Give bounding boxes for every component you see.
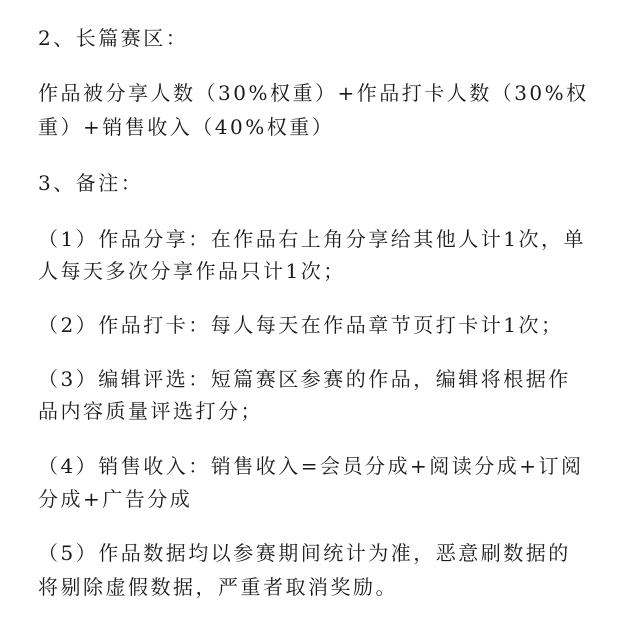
note-2-line-1: （2）作品打卡：每人每天在作品章节页打卡计1次； xyxy=(38,313,564,337)
note-1-line-1: （1）作品分享：在作品右上角分享给其他人计1次，单 xyxy=(38,227,586,251)
scoring-formula-line-2: 重）+销售收入（40%权重） xyxy=(38,115,335,139)
note-1-line-2: 人每天多次分享作品只计1次； xyxy=(38,259,346,283)
scoring-formula-line-1: 作品被分享人数（30%权重）+作品打卡人数（30%权 xyxy=(38,81,589,105)
note-3-line-1: （3）编辑评选：短篇赛区参赛的作品，编辑将根据作 xyxy=(38,367,571,391)
note-3-line-2: 品内容质量评选打分； xyxy=(38,399,263,423)
note-5-line-1: （5）作品数据均以参赛期间统计为准，恶意刷数据的 xyxy=(38,541,571,565)
note-4-line-1: （4）销售收入：销售收入=会员分成+阅读分成+订阅 xyxy=(38,454,584,478)
note-4-line-2: 分成+广告分成 xyxy=(38,487,193,511)
note-5-line-2: 将剔除虚假数据，严重者取消奖励。 xyxy=(38,575,398,599)
section-heading-long-form: 2、长篇赛区： xyxy=(38,26,189,50)
section-heading-notes: 3、备注： xyxy=(38,171,144,195)
